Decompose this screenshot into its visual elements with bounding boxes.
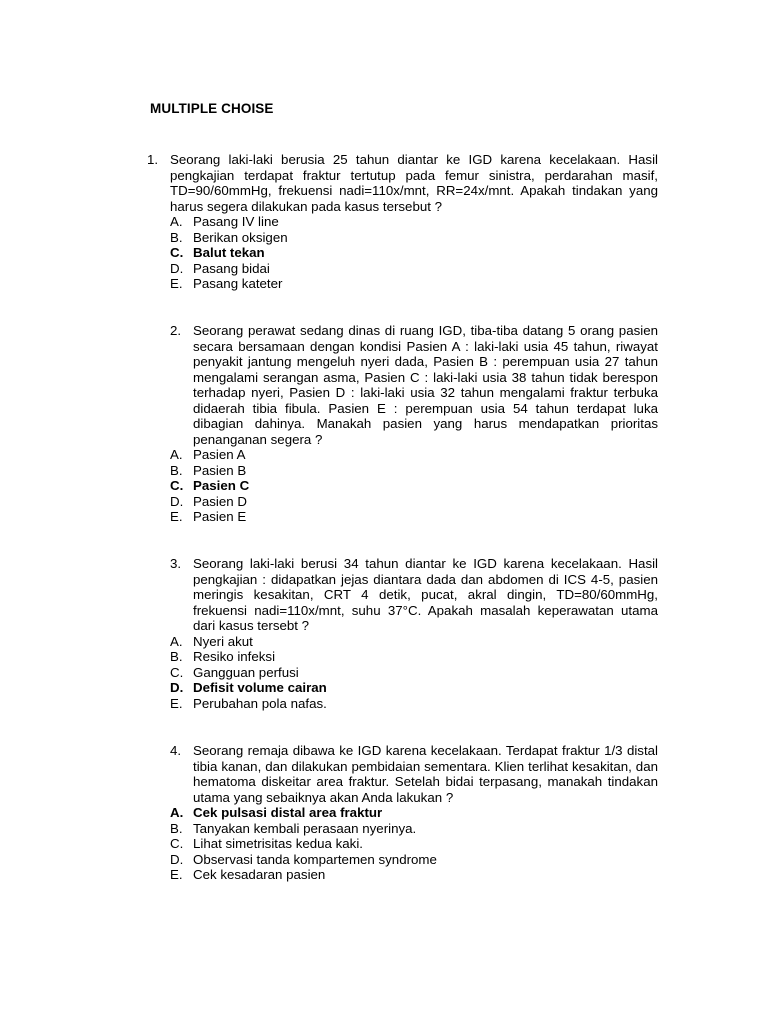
option-b <box>170 649 658 665</box>
question-text: Seorang laki-laki berusi 34 tahun diantar ke IGD karena kecelakaan. Hasil pengkajian : didapatkan jejas diantara dada dan abdomen di ICS 4-5, pasien meringis kesakitan, CRT 4 detik, pucat, akral dingin, TD=80/60mmHg, frekuensi nadi=110x/mnt, suhu 37°C. Apakah masalah keperawatan utama dari kasus tersebt ? <box>193 556 658 633</box>
option-list <box>170 634 658 712</box>
option-b <box>170 230 658 246</box>
option-b <box>170 463 658 479</box>
option-letter: B. <box>170 820 183 836</box>
option-c-correct-answer <box>170 478 658 494</box>
option-b <box>170 821 658 837</box>
option-text: Balut tekan <box>193 245 265 260</box>
option-d-correct-answer <box>170 680 658 696</box>
question-stem <box>170 556 658 634</box>
option-d <box>170 494 658 510</box>
option-text: Cek pulsasi distal area fraktur <box>193 805 383 820</box>
option-text: Pasang IV line <box>193 214 279 229</box>
question-number: 2. <box>170 323 182 338</box>
question-text: Seorang perawat sedang dinas di ruang IGD, tiba-tiba datang 5 orang pasien secara bersamaan dengan kondisi Pasien A : laki-laki usia 45 tahun, riwayat penyakit jantung mengeluh nyeri dada, Pasien B : perempuan usia 27 tahun mengalami serangan asma, Pasien C : laki-laki usia 38 tahun tidak berespon terhadap nyeri, Pasien D : laki-laki usia 32 tahun mengalami fraktur terbuka didaerah tibia fibula. Pasien E : perempuan usia 54 tahun terdapat luka dibagian dahinya. Manakah pasien yang harus mendapatkan prioritas penanganan segera ? <box>193 323 658 447</box>
option-letter: E. <box>170 695 183 711</box>
option-e <box>170 696 658 712</box>
option-text: Tanyakan kembali perasaan nyerinya. <box>193 820 417 836</box>
option-list <box>170 214 658 292</box>
option-letter: A. <box>170 633 183 649</box>
question-number: 3. <box>170 556 182 571</box>
option-letter: C. <box>170 245 184 260</box>
question-3 <box>170 556 658 711</box>
question-stem <box>147 152 658 214</box>
option-text: Gangguan perfusi <box>193 664 299 680</box>
option-letter: C. <box>170 478 184 493</box>
option-e <box>170 276 658 292</box>
question-text: Seorang laki-laki berusia 25 tahun diantar ke IGD karena kecelakaan. Hasil pengkajian terdapat fraktur tertutup pada femur sinistra, perdarahan masif, TD=90/60mmHg, frekuensi nadi=110x/mnt, RR=24x/mnt. Apakah tindakan yang harus segera dilakukan pada kasus tersebut ? <box>170 152 658 214</box>
option-letter: B. <box>170 649 183 664</box>
option-c-correct-answer <box>170 245 658 261</box>
option-text: Resiko infeksi <box>193 649 276 664</box>
question-4 <box>170 743 658 883</box>
option-letter: D. <box>170 260 184 276</box>
option-d <box>170 852 658 868</box>
option-text: Defisit volume cairan <box>193 680 327 695</box>
option-text: Perubahan pola nafas. <box>193 695 327 711</box>
option-letter: C. <box>170 664 184 680</box>
option-a <box>170 634 658 650</box>
question-number: 1. <box>147 152 159 167</box>
option-c <box>170 836 658 852</box>
option-text: Pasang bidai <box>193 260 270 276</box>
question-number: 4. <box>170 743 182 758</box>
option-letter: E. <box>170 509 183 524</box>
question-1 <box>147 152 658 292</box>
option-a <box>170 447 658 463</box>
option-text: Pasang kateter <box>193 276 283 291</box>
question-text: Seorang remaja dibawa ke IGD karena kecelakaan. Terdapat fraktur 1/3 distal tibia kanan, dan dilakukan pembidaian sementara. Klien terlihat kesakitan, dan hematoma diskeitar area fraktur. Setelah bidai terpasang, manakah tindakan utama yang sebaiknya akan Anda lakukan ? <box>193 743 658 805</box>
option-letter: D. <box>170 851 184 867</box>
option-letter: B. <box>170 462 183 478</box>
option-a <box>170 214 658 230</box>
question-stem <box>170 323 658 447</box>
option-text: Pasien E <box>193 509 247 524</box>
option-text: Cek kesadaran pasien <box>193 867 326 882</box>
option-text: Pasien C <box>193 478 250 493</box>
question-stem <box>170 743 658 805</box>
option-list <box>170 447 658 525</box>
option-letter: E. <box>170 867 183 882</box>
option-e <box>170 867 658 883</box>
option-text: Nyeri akut <box>193 633 253 649</box>
option-letter: D. <box>170 493 184 509</box>
option-text: Pasien A <box>193 447 246 462</box>
option-text: Observasi tanda kompartemen syndrome <box>193 851 437 867</box>
option-text: Pasien B <box>193 462 247 478</box>
option-letter: E. <box>170 276 183 291</box>
option-letter: A. <box>170 214 183 229</box>
option-letter: A. <box>170 805 184 820</box>
option-a-correct-answer <box>170 805 658 821</box>
option-letter: A. <box>170 447 183 462</box>
option-e <box>170 509 658 525</box>
page-title: MULTIPLE CHOISE <box>150 101 274 116</box>
option-letter: B. <box>170 229 183 245</box>
option-text: Pasien D <box>193 493 247 509</box>
option-list <box>170 805 658 883</box>
option-c <box>170 665 658 681</box>
option-letter: D. <box>170 680 184 695</box>
option-text: Lihat simetrisitas kedua kaki. <box>193 836 363 851</box>
option-text: Berikan oksigen <box>193 229 288 245</box>
option-d <box>170 261 658 277</box>
option-letter: C. <box>170 836 184 851</box>
question-2 <box>170 323 658 525</box>
